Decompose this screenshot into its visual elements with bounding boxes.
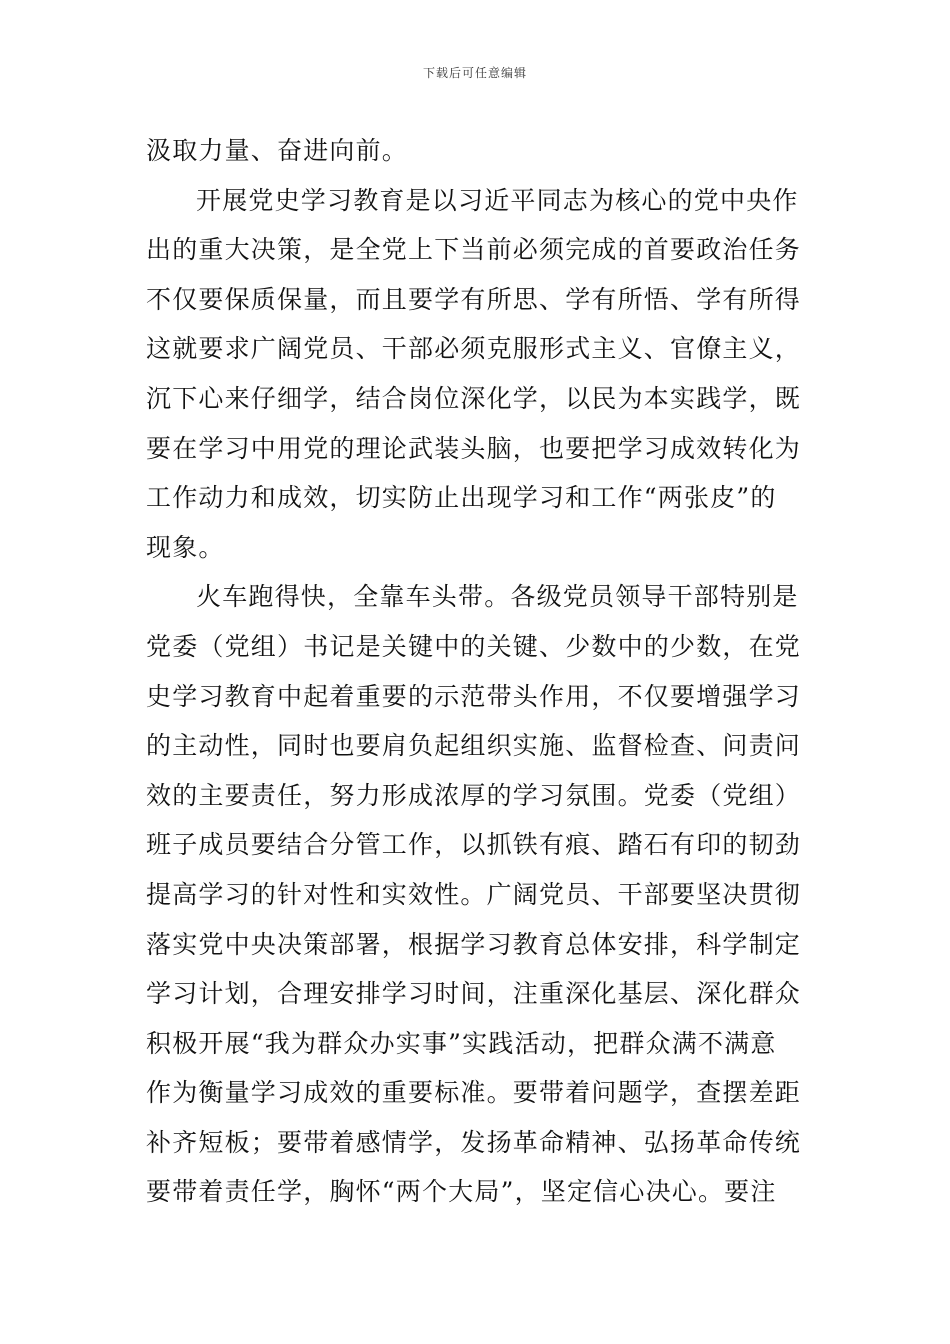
text-line: 作为衡量学习成效的重要标准。要带着问题学，查摆差距 [146, 1078, 802, 1108]
text-line: 工作动力和成效，切实防止出现学习和工作“两张皮”的 [146, 483, 777, 513]
text-line: 党委（党组）书记是关键中的关键、少数中的少数，在党 [146, 631, 802, 661]
text-line: 现象。 [146, 532, 225, 562]
text-line: 这就要求广阔党员、干部必须克服形式主义、官僚主义， [146, 334, 802, 364]
text-line: 提高学习的针对性和实效性。广阔党员、干部要坚决贯彻 [146, 879, 802, 909]
text-line: 汲取力量、奋进向前。 [146, 136, 409, 165]
text-line: 的主动性，同时也要肩负起组织实施、监督检查、问责问 [146, 731, 802, 761]
text-line: 学习计划，合理安排学习时间，注重深化基层、深化群众 [146, 979, 802, 1009]
text-line: 开展党史学习教育是以习近平同志为核心的党中央作 [196, 185, 799, 215]
text-line: 要带着责任学，胸怀“两个大局”，坚定信心决心。要注 [146, 1177, 777, 1207]
text-line: 班子成员要结合分管工作，以抓铁有痕、踏石有印的韧劲 [146, 830, 802, 860]
text-line: 补齐短板；要带着感情学，发扬革命精神、弘扬革命传统 [146, 1127, 802, 1157]
text-line: 效的主要责任，努力形成浓厚的学习氛围。党委（党组） [146, 780, 802, 810]
document-body [146, 126, 806, 1217]
page-header: 下载后可任意编辑 [422, 66, 527, 80]
text-line: 要在学习中用党的理论武装头脑，也要把学习成效转化为 [146, 433, 802, 463]
text-line: 火车跑得快，全靠车头带。各级党员领导干部特别是 [196, 582, 799, 612]
text-line: 史学习教育中起着重要的示范带头作用，不仅要增强学习 [146, 681, 802, 711]
text-line: 积极开展“我为群众办实事”实践活动，把群众满不满意 [146, 1028, 777, 1058]
text-line: 落实党中央决策部署，根据学习教育总体安排，科学制定 [146, 929, 802, 959]
paragraph [146, 572, 806, 1217]
text-line: 出的重大决策，是全党上下当前必须完成的首要政治任务 [146, 235, 802, 265]
paragraph [146, 176, 806, 573]
text-line: 不仅要保质保量，而且要学有所思、学有所悟、学有所得 [146, 284, 802, 314]
text-line: 沉下心来仔细学，结合岗位深化学，以民为本实践学，既 [146, 383, 802, 413]
paragraph [146, 126, 806, 176]
